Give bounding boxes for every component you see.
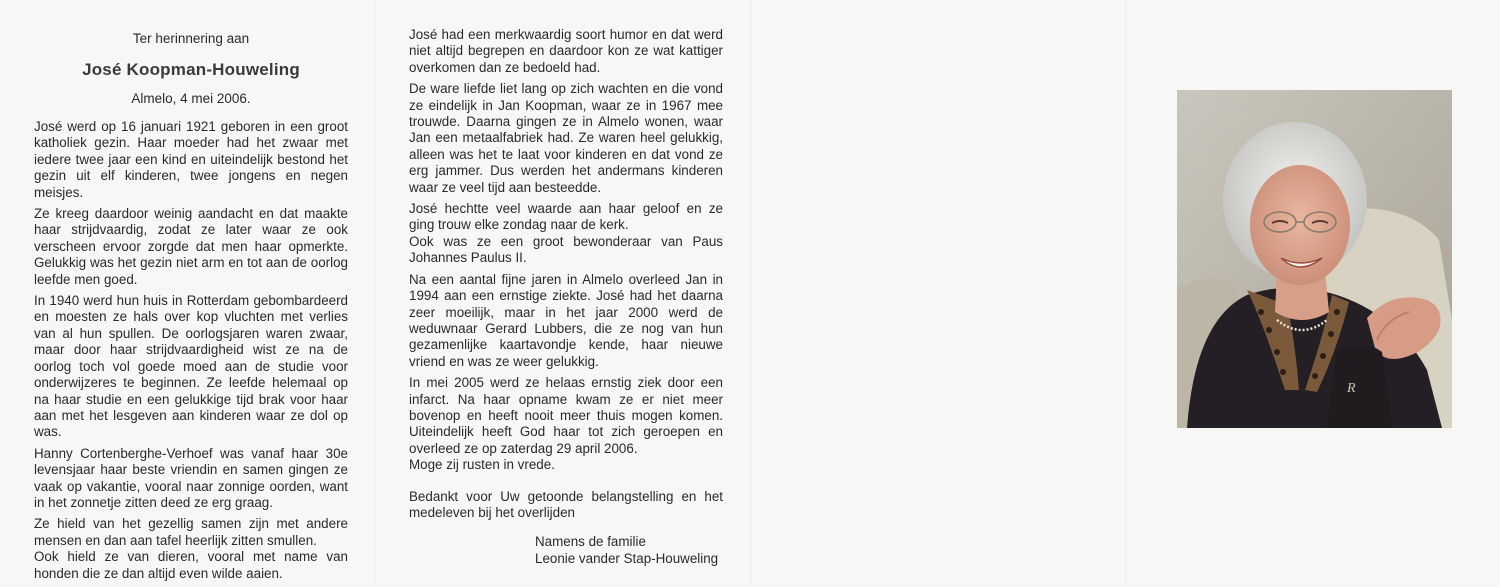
fold-line [1125,0,1127,584]
fold-line [374,0,376,584]
paragraph: José hechtte veel waarde aan haar geloof en ze ging trouw elke zondag naar de kerk. [409,201,723,233]
paragraph: Ze hield van het gezellig samen zijn met andere mensen en dan aan tafel heerlijk zitten smullen. [34,516,348,548]
signature-line: Namens de familie [535,534,646,550]
left-text-panel [34,30,348,587]
fold-line [750,0,752,584]
thanks-text: Bedankt voor Uw getoonde belangstelling en het medeleven bij het overlijden [409,488,723,520]
paragraph: Ook hield ze van dieren, vooral met name van honden die ze dan altijd even wilde aaien. [34,549,348,581]
paragraph: In 1940 werd hun huis in Rotterdam gebombardeerd en moesten ze hals over kop vluchten met verlies van al hun spullen. De oorlogsjaren waren zwaar, maar door haar strijdvaardigheid wist ze na de oorlog toch vol goede moed aan de studie voor onderwijzeres te beginnen. Ze leefde helemaal op na haar studie en een gelukkige tijd brak voor haar aan met het lesgeven aan kinderen waar ze dol op was. [34,293,348,440]
signature-name: Leonie vander Stap-Houweling [535,551,719,567]
paragraph: José werd op 16 januari 1921 geboren in een groot katholiek gezin. Haar moeder had het zwaar met iedere twee jaar een kind en uiteindelijk bestond het gezin uit elf kinderen, twee jongens en negen meisjes. [34,119,348,200]
portrait-photo [1177,90,1452,428]
paragraph: Moge zij rusten in vrede. [409,457,555,473]
middle-text-panel [409,27,723,567]
signature-block [535,533,723,567]
deceased-name: José Koopman-Houweling [82,60,300,79]
paragraph: Ze kreeg daardoor weinig aandacht en dat maakte haar strijdvaardig, zodat ze later waar ze ook verscheen ervoor zorgde dat men haar opmerkte. Gelukkig was het gezin niet arm en tot aan de oorlog leefde men goed. [34,206,348,287]
paragraph: José had een merkwaardig soort humor en dat werd niet altijd begrepen en daardoor kon ze wat kattiger overkomen dan ze bedoeld had. [409,27,723,75]
intro-text: Ter herinnering aan [132,31,250,46]
place-date: Almelo, 4 mei 2006. [131,91,251,106]
paragraph: In mei 2005 werd ze helaas ernstig ziek door een infarct. Na haar opname kwam ze er niet meer bovenop en heeft nooit meer thuis mogen komen. Uiteindelijk heeft God haar tot zich geroepen en overleed ze op zaterdag 29 april 2006. [409,375,723,456]
paragraph: Na een aantal fijne jaren in Almelo overleed Jan in 1994 aan een ernstige ziekte. José had het daarna zeer moeilijk, maar in het jaar 2000 werd de weduwnaar Gerard Lubbers, die ze nog van hun gezamenlijke kaartavondje kende, haar nieuwe vriend en was ze weer gelukkig. [409,271,723,369]
paragraph: Hanny Cortenberghe-Verhoef was vanaf haar 30e levensjaar haar beste vriendin en samen gingen ze vaak op vakantie, vooral naar zonnige oorden, want in het zonnetje zitten deed ze erg graag. [34,445,348,510]
paragraph: De ware liefde liet lang op zich wachten en die vond ze eindelijk in Jan Koopman, waar ze in 1967 mee trouwde. Daarna gingen ze in Almelo wonen, waar Jan een metaalfabriek had. Ze waren heel gelukkig, alleen was het te laat voor kinderen en dat vond ze erg jammer. Dus werden het andermans kinderen waar ze veel tijd aan besteedde. [409,81,723,195]
svg-text:R: R [1347,381,1356,396]
paragraph: Ook was ze een groot bewonderaar van Paus Johannes Paulus II. [409,233,723,266]
